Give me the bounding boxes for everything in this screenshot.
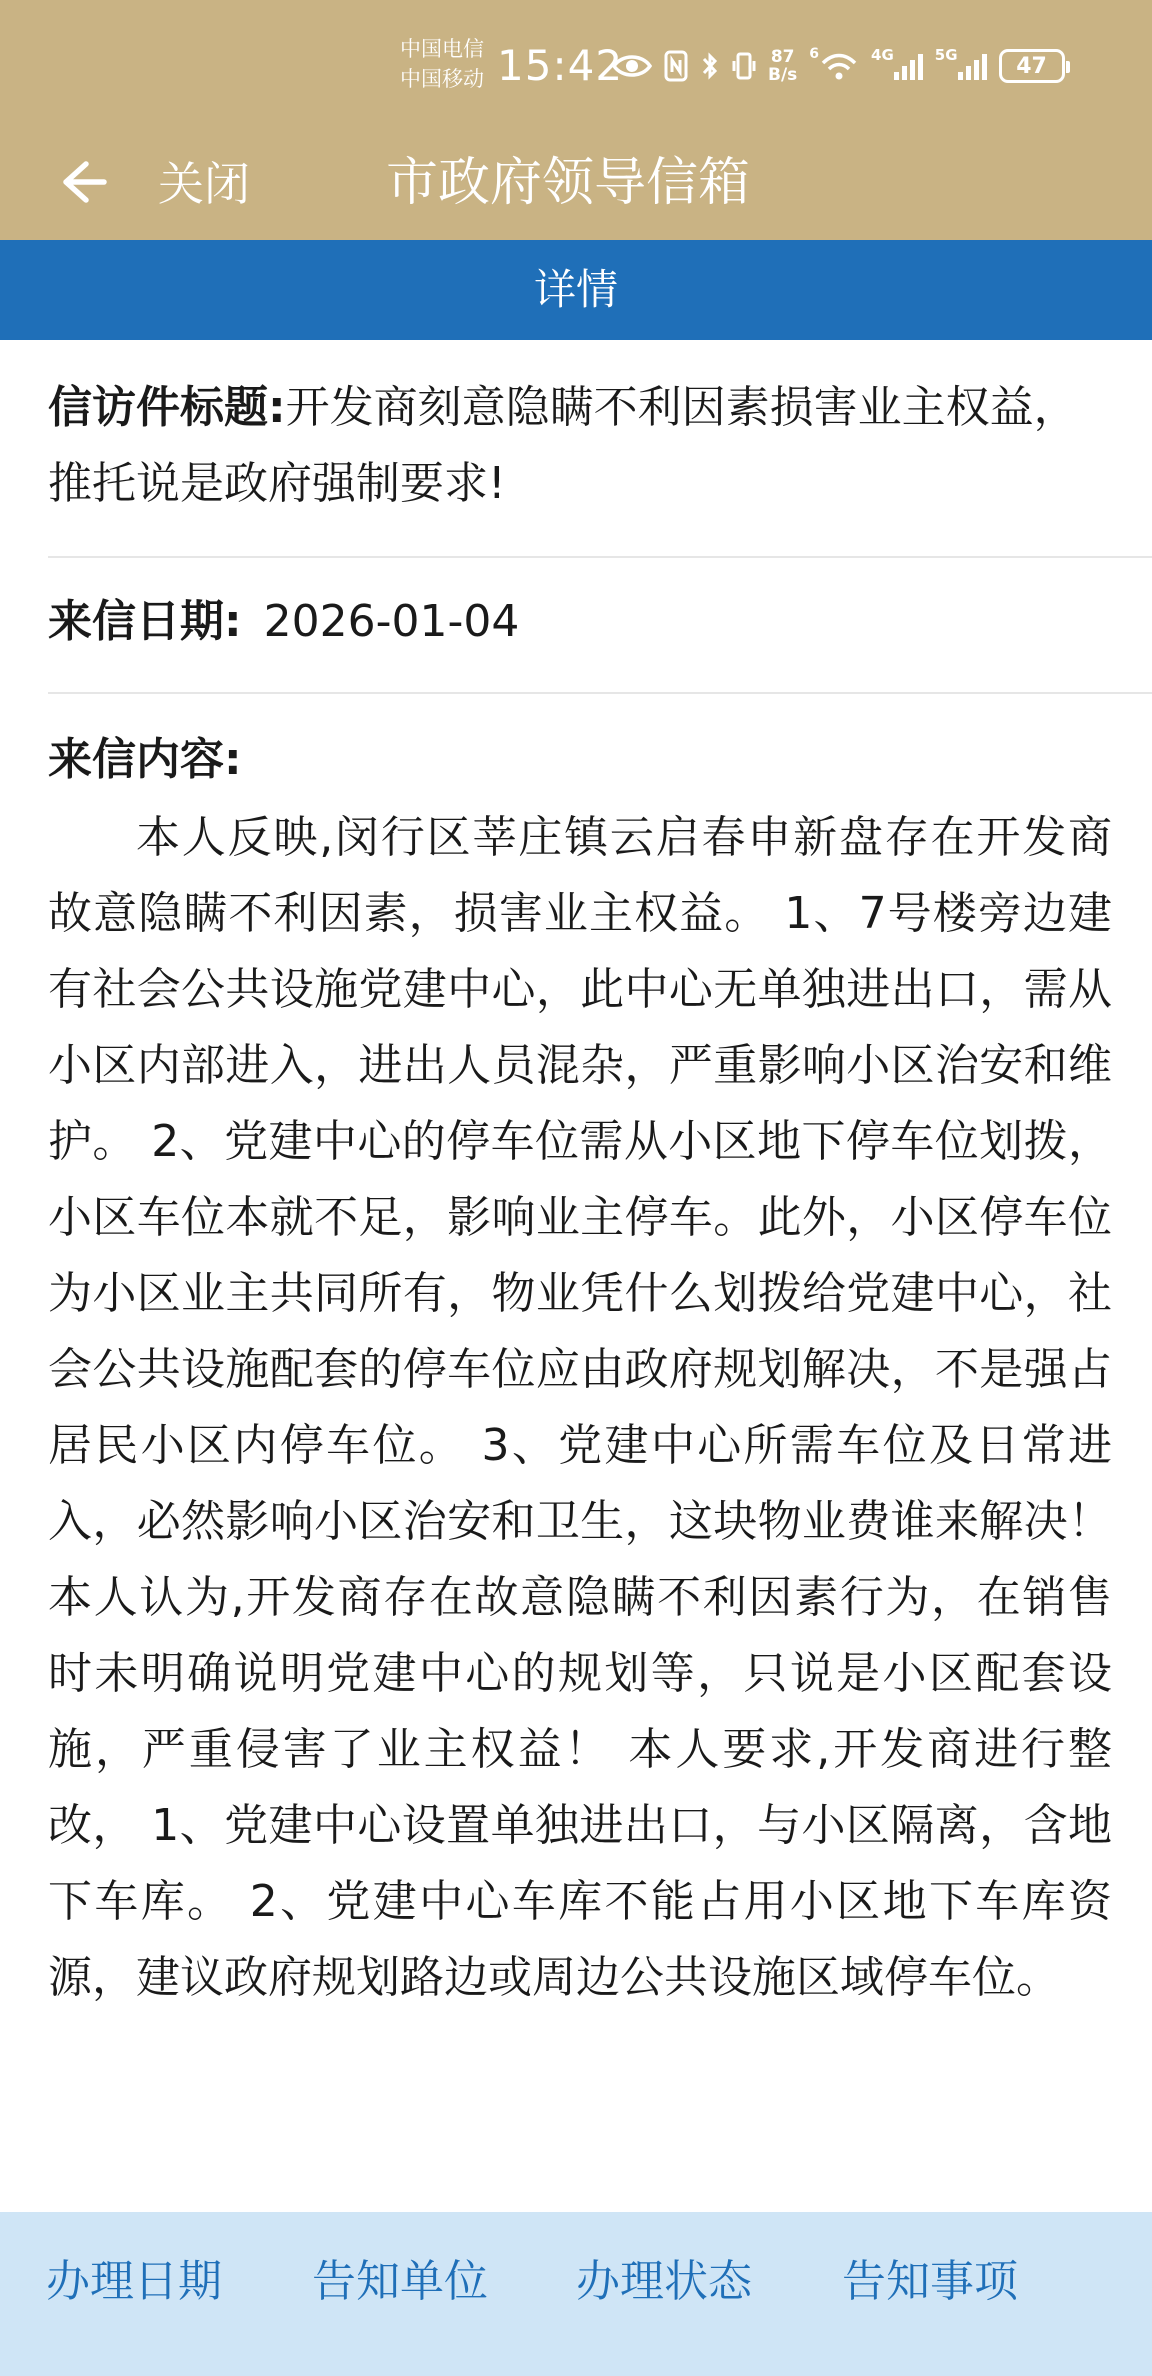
- net-speed-value: 87: [770, 47, 795, 67]
- signal-icon: [871, 46, 923, 86]
- net-speed: [768, 46, 797, 86]
- tab-detail[interactable]: 详情: [533, 265, 618, 314]
- wifi-icon: [809, 46, 859, 86]
- carrier-1: 中国电信: [400, 37, 484, 61]
- content-label-row: [48, 722, 1108, 798]
- divider: [48, 556, 1152, 558]
- date-field: [48, 584, 1108, 660]
- battery-icon: [999, 46, 1065, 86]
- status-time: 15:42: [497, 41, 624, 90]
- wifi-label: 6: [809, 46, 820, 62]
- subject-label: 信访件标题:: [48, 382, 286, 433]
- status-icons: [612, 44, 1065, 88]
- network-label-1: 4G: [871, 46, 894, 64]
- close-button[interactable]: 关闭: [158, 157, 250, 211]
- status-bar: [0, 0, 1152, 130]
- tab-notify-unit[interactable]: 告知单位: [312, 2256, 488, 2307]
- divider: [48, 692, 1152, 694]
- bottom-tab-bar: [0, 2212, 1152, 2376]
- vibrate-icon: [732, 46, 756, 86]
- signal-icon: [935, 46, 987, 86]
- title-bar: [0, 130, 1152, 240]
- date-value: 2026-01-04: [263, 596, 520, 647]
- content-label: 来信内容:: [48, 734, 242, 785]
- bluetooth-icon: [700, 46, 720, 86]
- page-title: 市政府领导信箱: [386, 153, 751, 213]
- subject-field: [48, 370, 1108, 522]
- tab-handle-status[interactable]: 办理状态: [576, 2256, 752, 2307]
- letter-content: 本人反映,闵行区莘庄镇云启春申新盘存在开发商故意隐瞒不利因素，损害业主权益。 1、7号楼旁边建有社会公共设施党建中心，此中心无单独进出口，需从小区内部进入，进出人员混杂，严重影响小区治安和维护。 2、党建中心的停车位需从小区地下停车位划拨，小区车位本就不足，影响业主停车。此外，小区停车位为小区业主共同所有，物业凭什么划拨给党建中心，社会公共设施配套的停车位应由政府规划解决，不是强占居民小区内停车位。 3、党建中心所需车位及日常进入，必然影响小区治安和卫生，这块物业费谁来解决！ 本人认为,开发商存在故意隐瞒不利因素行为，在销售时未明确说明党建中心的规划等，只说是小区配套设施，严重侵害了业主权益！ 本人要求,开发商进行整改， 1、党建中心设置单独进出口，与小区隔离，含地下车库。 2、党建中心车库不能占用小区地下车库资源，建议政府规划路边或周边公共设施区域停车位。: [48, 812, 1113, 2003]
- tab-handle-date[interactable]: 办理日期: [46, 2256, 222, 2307]
- nfc-icon: [664, 46, 688, 86]
- net-speed-unit: B/s: [768, 65, 798, 85]
- carrier-2: 中国移动: [400, 67, 484, 91]
- date-label: 来信日期:: [48, 596, 242, 647]
- app-header: [0, 0, 1152, 240]
- subject-value: 开发商刻意隐瞒不利因素损害业主权益，推托说是政府强制要求!: [48, 382, 1078, 509]
- arrow-left-icon[interactable]: [52, 152, 112, 212]
- tab-notify-items[interactable]: 告知事项: [842, 2256, 1018, 2307]
- carrier-names: [400, 34, 484, 94]
- network-label-2: 5G: [934, 46, 958, 64]
- eye-icon: [612, 46, 652, 86]
- detail-tab-bar: [0, 240, 1152, 340]
- battery-level: 47: [999, 49, 1065, 83]
